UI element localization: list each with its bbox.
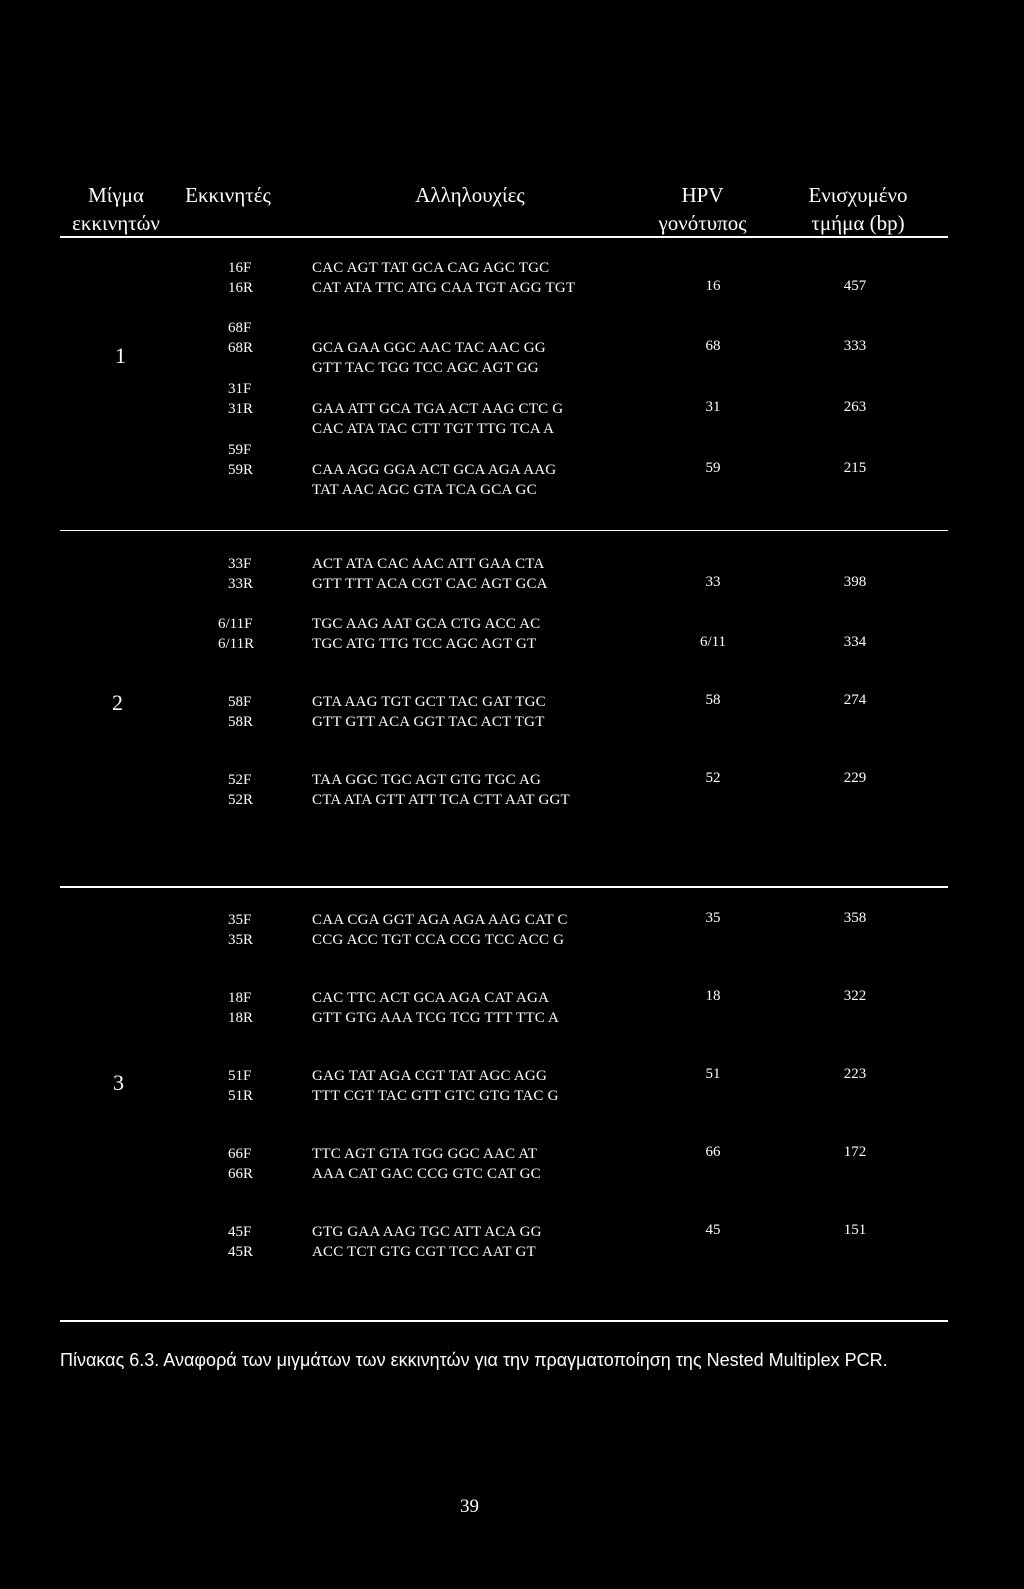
amplicon-bp: 229 xyxy=(843,770,867,786)
primer-r: 52R xyxy=(228,792,254,808)
sequence-r: TGC ATG TTG TCC AGC AGT GT xyxy=(312,636,537,652)
hpv-type: 18 xyxy=(705,988,721,1004)
header-hpv: HPV γονότυπος xyxy=(658,183,747,235)
sequence-r: AAA CAT GAC CCG GTC CAT GC xyxy=(312,1166,541,1182)
amplicon-bp: 215 xyxy=(843,460,867,476)
amplicon-bp: 263 xyxy=(843,399,867,415)
hpv-type: 31 xyxy=(705,399,721,415)
sequence-f: CAC AGT TAT GCA CAG AGC TGC xyxy=(312,260,550,276)
sequence-r: TTT CGT TAC GTT GTC GTG TAC G xyxy=(312,1088,559,1104)
primer-f: 33F xyxy=(228,556,252,572)
hpv-type: 6/11 xyxy=(699,634,727,650)
sequence-f: GAA ATT GCA TGA ACT AAG CTC G xyxy=(312,401,564,417)
group-divider xyxy=(60,530,948,531)
primer-f: 45F xyxy=(228,1224,252,1240)
amplicon-bp: 172 xyxy=(843,1144,867,1160)
sequence-f: GAG TAT AGA CGT TAT AGC AGG xyxy=(312,1068,547,1084)
header-mix: Μίγμα εκκινητών xyxy=(72,183,160,235)
sequence-r: TAT AAC AGC GTA TCA GCA GC xyxy=(312,482,537,498)
sequence-f: CAA AGG GGA ACT GCA AGA AAG xyxy=(312,462,557,478)
page-number: 39 xyxy=(460,1496,479,1517)
sequence-f: CAC TTC ACT GCA AGA CAT AGA xyxy=(312,990,550,1006)
primer-r: 51R xyxy=(228,1088,254,1104)
sequence-r: CCG ACC TGT CCA CCG TCC ACC G xyxy=(312,932,565,948)
hpv-type: 45 xyxy=(705,1222,721,1238)
hpv-type: 35 xyxy=(705,910,721,926)
amplicon-bp: 334 xyxy=(843,634,867,650)
sequence-f: TTC AGT GTA TGG GGC AAC AT xyxy=(312,1146,538,1162)
hpv-type: 58 xyxy=(705,692,721,708)
amplicon-bp: 333 xyxy=(843,338,867,354)
table-caption: Πίνακας 6.3. Αναφορά των μιγμάτων των εκκινητών για την πραγματοποίηση της Nested Multiplex PCR. xyxy=(60,1350,888,1370)
primer-r: 58R xyxy=(228,714,254,730)
primer-r: 18R xyxy=(228,1010,254,1026)
sequence-r: GTT GTT ACA GGT TAC ACT TGT xyxy=(312,714,545,730)
primer-r: 33R xyxy=(228,576,254,592)
primer-f: 59F xyxy=(228,442,252,458)
group-divider xyxy=(60,886,948,888)
header-rule xyxy=(60,236,948,238)
amplicon-bp: 151 xyxy=(843,1222,867,1238)
primer-f: 35F xyxy=(228,912,252,928)
primer-r: 59R xyxy=(228,462,254,478)
primer-r: 16R xyxy=(228,280,254,296)
sequence-f: CAA CGA GGT AGA AGA AAG CAT C xyxy=(312,912,568,928)
hpv-type: 66 xyxy=(705,1144,721,1160)
header-amplicon: Ενισχυμένο τμήμα (bp) xyxy=(808,183,908,235)
sequence-f: TAA GGC TGC AGT GTG TGC AG xyxy=(312,772,542,788)
primer-r: 66R xyxy=(228,1166,254,1182)
sequence-r: ACC TCT GTG CGT TCC AAT GT xyxy=(312,1244,536,1260)
group-label-1: 1 xyxy=(115,343,126,368)
table-bottom-rule xyxy=(60,1320,948,1322)
sequence-f: GTA AAG TGT GCT TAC GAT TGC xyxy=(312,694,546,710)
sequence-f: GCA GAA GGC AAC TAC AAC GG xyxy=(312,340,546,356)
sequence-f: ACT ATA CAC AAC ATT GAA CTA xyxy=(312,556,545,572)
sequence-r: GTT TTT ACA CGT CAC AGT GCA xyxy=(312,576,548,592)
primer-r: 45R xyxy=(228,1244,254,1260)
primer-f: 6/11F xyxy=(218,616,253,632)
hpv-type: 33 xyxy=(705,574,721,590)
hpv-type: 59 xyxy=(705,460,721,476)
header-primers: Εκκινητές xyxy=(185,183,271,207)
sequence-f: TGC AAG AAT GCA CTG ACC AC xyxy=(312,616,541,632)
hpv-type: 68 xyxy=(705,338,721,354)
amplicon-bp: 223 xyxy=(843,1066,867,1082)
sequence-r: GTT TAC TGG TCC AGC AGT GG xyxy=(312,360,539,376)
primer-r: 31R xyxy=(228,401,254,417)
amplicon-bp: 322 xyxy=(843,988,867,1004)
primer-f: 31F xyxy=(228,381,252,397)
hpv-type: 51 xyxy=(705,1066,721,1082)
primer-f: 66F xyxy=(228,1146,252,1162)
group-label-3: 3 xyxy=(113,1070,124,1095)
sequence-r: CAC ATA TAC CTT TGT TTG TCA A xyxy=(312,421,555,437)
amplicon-bp: 457 xyxy=(843,278,867,294)
primer-r: 68R xyxy=(228,340,254,356)
sequence-r: CAT ATA TTC ATG CAA TGT AGG TGT xyxy=(312,280,576,296)
primer-f: 18F xyxy=(228,990,252,1006)
amplicon-bp: 358 xyxy=(843,910,867,926)
sequence-r: CTA ATA GTT ATT TCA CTT AAT GGT xyxy=(312,792,570,808)
primer-r: 6/11R xyxy=(218,636,255,652)
amplicon-bp: 398 xyxy=(843,574,867,590)
hpv-type: 16 xyxy=(705,278,721,294)
primer-f: 51F xyxy=(228,1068,252,1084)
hpv-type: 52 xyxy=(705,770,721,786)
primer-f: 52F xyxy=(228,772,252,788)
sequence-r: GTT GTG AAA TCG TCG TTT TTC A xyxy=(312,1010,560,1026)
primer-r: 35R xyxy=(228,932,254,948)
sequence-f: GTG GAA AAG TGC ATT ACA GG xyxy=(312,1224,542,1240)
group-label-2: 2 xyxy=(112,690,123,715)
header-sequences: Αλληλουχίες xyxy=(415,183,525,207)
amplicon-bp: 274 xyxy=(843,692,867,708)
primer-f: 58F xyxy=(228,694,252,710)
primer-f: 16F xyxy=(228,260,252,276)
primer-f: 68F xyxy=(228,320,252,336)
